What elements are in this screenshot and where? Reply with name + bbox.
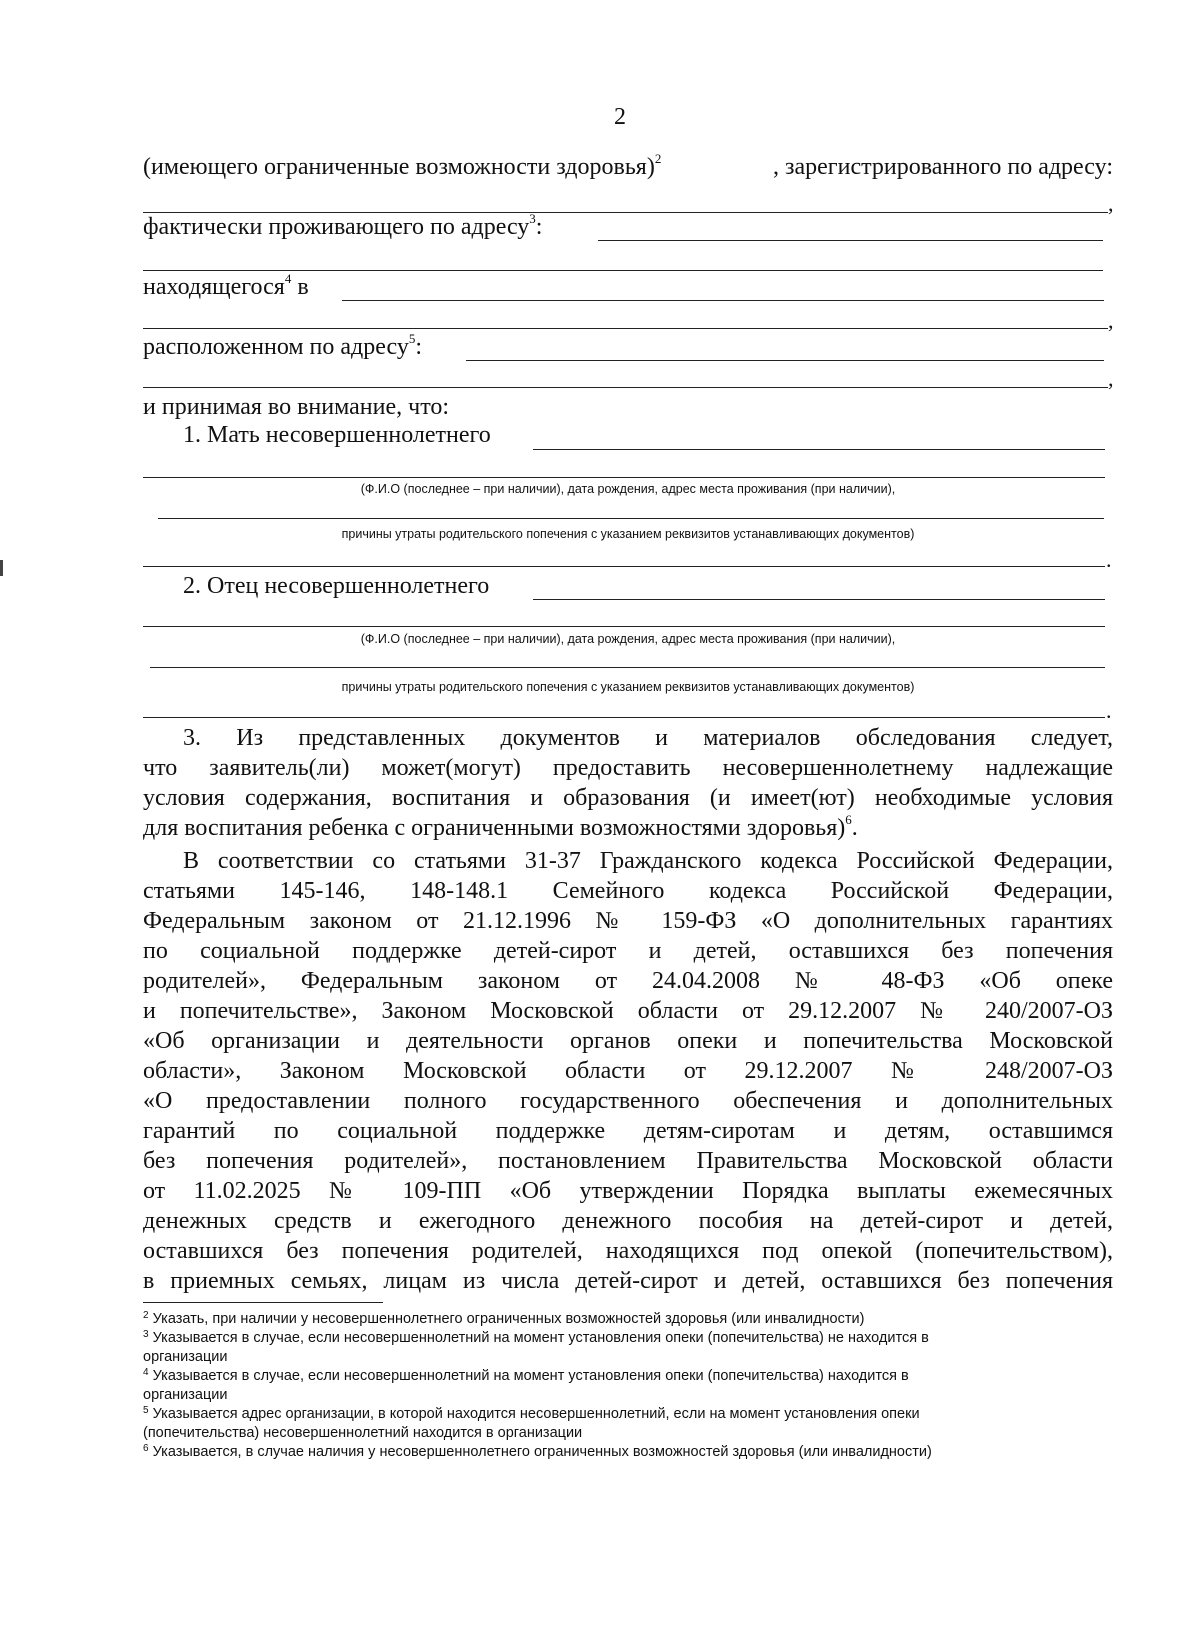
location-address-label: расположенном по адресу (143, 334, 409, 360)
law-line: в приемных семьях, лицам из числа детей-сирот и детей, оставшихся без попечения (143, 1268, 1113, 1294)
father-field-2[interactable] (143, 626, 1105, 627)
mother-field-2[interactable] (143, 477, 1105, 478)
law-line: «О предоставлении полного государственного обеспечения и дополнительных (143, 1088, 1113, 1114)
law-line: без попечения родителей», постановлением Правительства Московской области (143, 1148, 1113, 1174)
law-line: Федеральным законом от 21.12.1996 № 159-ФЗ «О дополнительных гарантиях (143, 908, 1113, 934)
father-label: 2. Отец несовершеннолетнего (183, 573, 490, 599)
footnote-item (143, 1310, 1083, 1329)
law-line: В соответствии со статьями 31-37 Гражданского кодекса Российской Федерации, (183, 848, 1113, 874)
period-mark: . (1106, 698, 1112, 723)
item3-paragraph (143, 723, 1113, 843)
father-field-4[interactable] (143, 717, 1105, 718)
footnote-item (143, 1443, 1083, 1462)
location-address-colon: : (415, 334, 423, 360)
item3-line: 3. Из представленных документов и материалов обследования следует, (183, 725, 1113, 751)
footnote-text: организации (143, 1387, 228, 1403)
item3-line: что заявитель(ли) может(могут) предоставить несовершеннолетнему надлежащие (143, 755, 1113, 781)
located-label: находящегося (143, 274, 285, 300)
footnote-text: Указать, при наличии у несовершеннолетнего ограниченных возможностей здоровья (или инвалидности) (152, 1311, 865, 1327)
footnote-item (143, 1405, 1083, 1443)
registered-address-label: , зарегистрированного по адресу: (773, 154, 1113, 180)
law-line: гарантий по социальной поддержке детям-сиротам и детям, оставшимся (143, 1118, 1113, 1144)
disability-address-line (143, 152, 1113, 182)
footnote-text: Указывается в случае, если несовершеннолетний на момент установления опеки (попечительства) находится в (152, 1368, 909, 1384)
item3-period: . (851, 815, 858, 841)
footnote-text: Указывается адрес организации, в которой находится несовершеннолетний, если на момент установления опеки (152, 1406, 920, 1422)
footnote-ref-2: 2 (654, 151, 662, 166)
father-field[interactable] (533, 599, 1105, 600)
page-number: 2 (614, 104, 626, 130)
location-address-field-2[interactable] (143, 387, 1108, 388)
law-paragraph (143, 846, 1113, 1296)
mother-field-3[interactable] (158, 518, 1104, 519)
footnote-number: 2 (143, 1310, 149, 1321)
law-line: оставшихся без попечения родителей, находящихся под опекой (попечительством), (143, 1238, 1113, 1264)
located-suffix: в (291, 274, 309, 300)
considering-text: и принимая во внимание, что: (143, 394, 450, 420)
footnote-text: (попечительства) несовершеннолетний находится в организации (143, 1425, 583, 1441)
item3-line: условия содержания, воспитания и образования (и имеет(ют) необходимые условия (143, 785, 1113, 811)
father-field-3[interactable] (150, 667, 1105, 668)
mother-field-4[interactable] (143, 566, 1105, 567)
actual-address-colon: : (535, 214, 543, 240)
footnotes (143, 1310, 1083, 1462)
footnote-text: Указывается в случае, если несовершеннолетний на момент установления опеки (попечительства) не находится в (152, 1330, 929, 1346)
footnote-number: 5 (143, 1405, 149, 1416)
father-caption-1: (Ф.И.О (последнее – при наличии), дата рождения, адрес места проживания (при наличии), (360, 632, 896, 646)
mother-label: 1. Мать несовершеннолетнего (183, 422, 491, 448)
footnote-ref-3: 3 (529, 211, 536, 226)
law-line: области», Законом Московской области от 29.12.2007 № 248/2007-ОЗ (143, 1058, 1113, 1084)
actual-address-label: фактически проживающего по адресу (143, 214, 530, 240)
comma-mark: , (1108, 308, 1114, 333)
mother-caption-1: (Ф.И.О (последнее – при наличии), дата рождения, адрес места проживания (при наличии), (360, 482, 896, 496)
location-address-field[interactable] (466, 360, 1104, 361)
footnote-number: 4 (143, 1367, 149, 1378)
item3-line: для воспитания ребенка с ограниченными возможностями здоровья) (143, 815, 846, 841)
footnote-ref-6: 6 (845, 812, 852, 827)
footnote-separator (143, 1302, 383, 1303)
footnote-number: 6 (143, 1443, 149, 1454)
mother-field[interactable] (533, 449, 1105, 450)
located-field[interactable] (342, 300, 1104, 301)
footnote-text: Указывается, в случае наличия у несовершеннолетнего ограниченных возможностей здоровья (или инвалидности) (152, 1444, 932, 1460)
footnote-ref-5: 5 (408, 331, 416, 346)
law-line: родителей», Федеральным законом от 24.04.2008 № 48-ФЗ «Об опеке (143, 968, 1113, 994)
mother-caption-2: причины утраты родительского попечения с указанием реквизитов устанавливающих документов) (341, 527, 915, 541)
comma-mark: , (1108, 366, 1114, 391)
law-line: денежных средств и ежегодного денежного пособия на детей-сирот и детей, (143, 1208, 1113, 1234)
footnote-ref-4: 4 (284, 271, 292, 286)
law-line: по социальной поддержке детей-сирот и детей, оставшихся без попечения (143, 938, 1113, 964)
actual-address-field[interactable] (598, 240, 1103, 241)
law-line: «Об организации и деятельности органов опеки и попечительства Московской (143, 1028, 1113, 1054)
footnote-item (143, 1367, 1083, 1405)
location-address-line (143, 332, 1113, 362)
period-mark: . (1106, 547, 1112, 572)
footnote-number: 3 (143, 1329, 149, 1340)
disability-text: (имеющего ограниченные возможности здоровья) (143, 154, 655, 180)
actual-address-line (143, 212, 1113, 242)
father-caption-2: причины утраты родительского попечения с указанием реквизитов устанавливающих документов) (341, 680, 915, 694)
footnote-text: организации (143, 1349, 228, 1365)
located-field-2[interactable] (143, 328, 1108, 329)
item3-line-last (143, 813, 1113, 843)
law-line: статьями 145-146, 148-148.1 Семейного кодекса Российской Федерации, (143, 878, 1113, 904)
footnote-item (143, 1329, 1083, 1367)
law-line: от 11.02.2025 № 109-ПП «Об утверждении Порядка выплаты ежемесячных (143, 1178, 1113, 1204)
located-line (143, 272, 1113, 302)
comma-mark: , (1108, 191, 1114, 216)
scan-margin-mark (0, 560, 3, 576)
law-line: и попечительстве», Законом Московской области от 29.12.2007 № 240/2007-ОЗ (143, 998, 1113, 1024)
